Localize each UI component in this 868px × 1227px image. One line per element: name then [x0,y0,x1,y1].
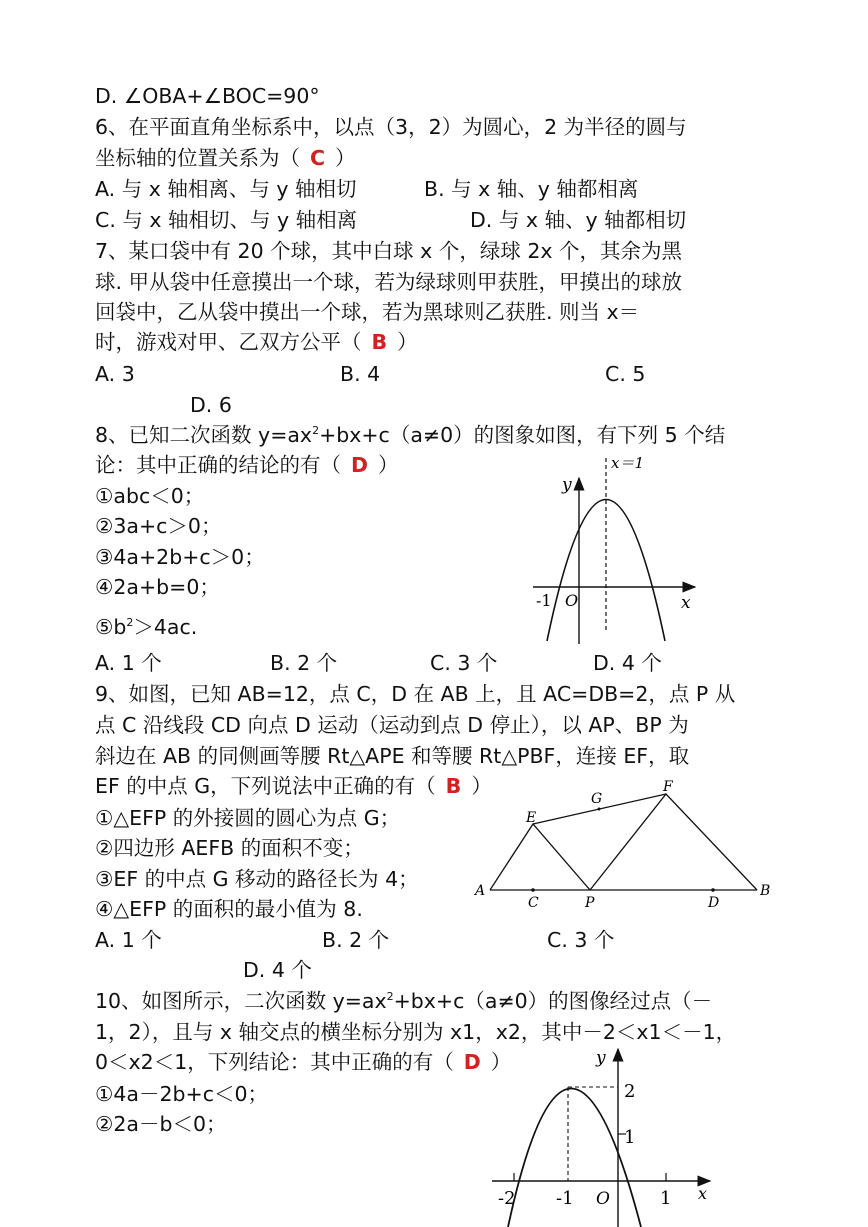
q7-stem-line1: 7、某口袋中有 20 个球，其中白球 x 个，绿球 2x 个，其余为黑 [95,239,683,263]
tick-label-neg1: -1 [536,591,552,610]
q9-option-b: B. 2 个 [322,928,390,952]
tick-label-neg2: -2 [498,1188,516,1209]
q9-conclusion-4: ④△EFP 的面积的最小值为 8. [95,897,363,921]
q7-stem-line4: 时，游戏对甲、乙双方公平（ B ） [95,330,418,354]
q7-stem-line2: 球. 甲从袋中任意摸出一个球，若为绿球则甲获胜，甲摸出的球放 [95,270,683,294]
y-label: y [596,1048,606,1068]
point-d-dot [711,888,715,892]
q8-conclusion-2: ②3a+c＞0； [95,514,222,538]
q7-stem-line3: 回袋中，乙从袋中摸出一个球，若为黑球则乙获胜. 则当 x＝ [95,300,640,324]
x-label: x [698,1184,708,1203]
q9-option-d: D. 4 个 [243,958,312,982]
origin-label: O [596,1189,610,1209]
q9-conclusion-2: ②四边形 AEFB 的面积不变； [95,836,364,860]
point-g-dot [598,808,601,811]
q8-conclusion-1: ①abc＜0； [95,484,205,508]
q8-conclusion-4: ④2a+b=0； [95,575,220,599]
label-p: P [585,895,595,911]
q6-answer: C [310,146,326,170]
q9-stem-line4: EF 的中点 G，下列说法中正确的有（ B ） [95,774,492,798]
q8-conclusion-5: $⑤b^2>4ac$. [95,615,198,639]
q8-option-c: C. 3 个 [430,651,498,675]
q9-stem-line1: 9、如图，已知 AB=12，点 C，D 在 AB 上，且 AC=DB=2，点 P 从 [95,682,736,706]
q10-stem-line1: 10、如图所示，二次函数 $y=ax^2+bx+c(a\ne 0)$的图像经过点（－ [95,989,713,1013]
q7-option-a: A. 3 [95,362,135,386]
x-label: x [681,593,691,613]
q7-option-d: D. 6 [190,393,232,417]
q8-answer: D [351,453,369,477]
q8-conclusion-3: ③4a+2b+c＞0； [95,545,265,569]
q8-parabola-graph [525,448,705,648]
q9-triangle-figure [470,778,780,913]
q6-stem-line1: 6、在平面直角坐标系中，以点（3，2）为圆心，2 为半径的圆与 [95,115,687,139]
triangle-ape [490,824,590,890]
q6-option-a: A. 与 x 轴相离、与 y 轴相切 [95,177,357,201]
label-c: C [528,895,539,911]
q10-stem-line2: 1，2），且与 x 轴交点的横坐标分别为 x1，x2，其中－2＜x1＜－1， [95,1020,737,1044]
q10-conclusion-1: ①4a－2b+c＜0； [95,1082,269,1106]
q6-stem-line2: 坐标轴的位置关系为（ C ） [95,146,356,170]
tick-label-x1: 1 [660,1188,672,1209]
tick-label-2: 2 [624,1081,636,1102]
point-c-dot [531,888,535,892]
q7-answer: B [371,330,388,354]
q8-option-a: A. 1 个 [95,651,162,675]
triangle-pbf [590,794,757,890]
label-a: A [475,883,486,899]
q9-stem-line2: 点 C 沿线段 CD 向点 D 运动（运动到点 D 停止），以 AP、BP 为 [95,713,689,737]
q9-option-c: C. 3 个 [547,928,615,952]
q6-option-c: C. 与 x 轴相切、与 y 轴相离 [95,208,358,232]
q7-option-c: C. 5 [605,362,646,386]
symmetry-label: x＝1 [611,454,645,472]
q8-stem-line2: 论：其中正确的结论的有（ D ） [95,453,399,477]
q9-option-a: A. 1 个 [95,928,162,952]
q6-option-b: B. 与 x 轴、y 轴都相离 [424,177,639,201]
parabola-curve [508,1089,641,1227]
q8-stem-line1: 8、已知二次函数 $y=ax^2+bx+c(a\ne 0)$的图象如图，有下列 5 个结 [95,423,726,447]
label-f: F [663,779,673,795]
q5-option-d: D. ∠OBA+∠BOC=90° [95,84,320,108]
q10-stem-line3: 0＜x2＜1，下列结论：其中正确的有（ D ） [95,1050,512,1074]
q9-stem-line3: 斜边在 AB 的同侧画等腰 Rt△APE 和等腰 Rt△PBF，连接 EF，取 [95,744,690,768]
label-b: B [760,883,771,899]
y-label: y [562,475,572,495]
q6-option-d: D. 与 x 轴、y 轴都相切 [470,208,687,232]
tick-label-neg1: -1 [556,1188,574,1209]
label-e: E [526,810,537,826]
q9-conclusion-3: ③EF 的中点 G 移动的路径长为 4； [95,867,419,891]
q10-conclusion-2: ②2a－b＜0； [95,1112,227,1136]
q9-answer: B [445,774,462,798]
q10-parabola-graph [488,1045,718,1227]
q10-answer: D [463,1050,481,1074]
q9-conclusion-1: ①△EFP 的外接圆的圆心为点 G； [95,806,401,830]
label-d: D [708,895,720,911]
q8-option-b: B. 2 个 [270,651,338,675]
tick-label-1: 1 [624,1127,636,1148]
label-g: G [591,791,603,807]
q8-option-d: D. 4 个 [593,651,662,675]
origin-label: O [565,591,579,610]
q7-option-b: B. 4 [340,362,381,386]
